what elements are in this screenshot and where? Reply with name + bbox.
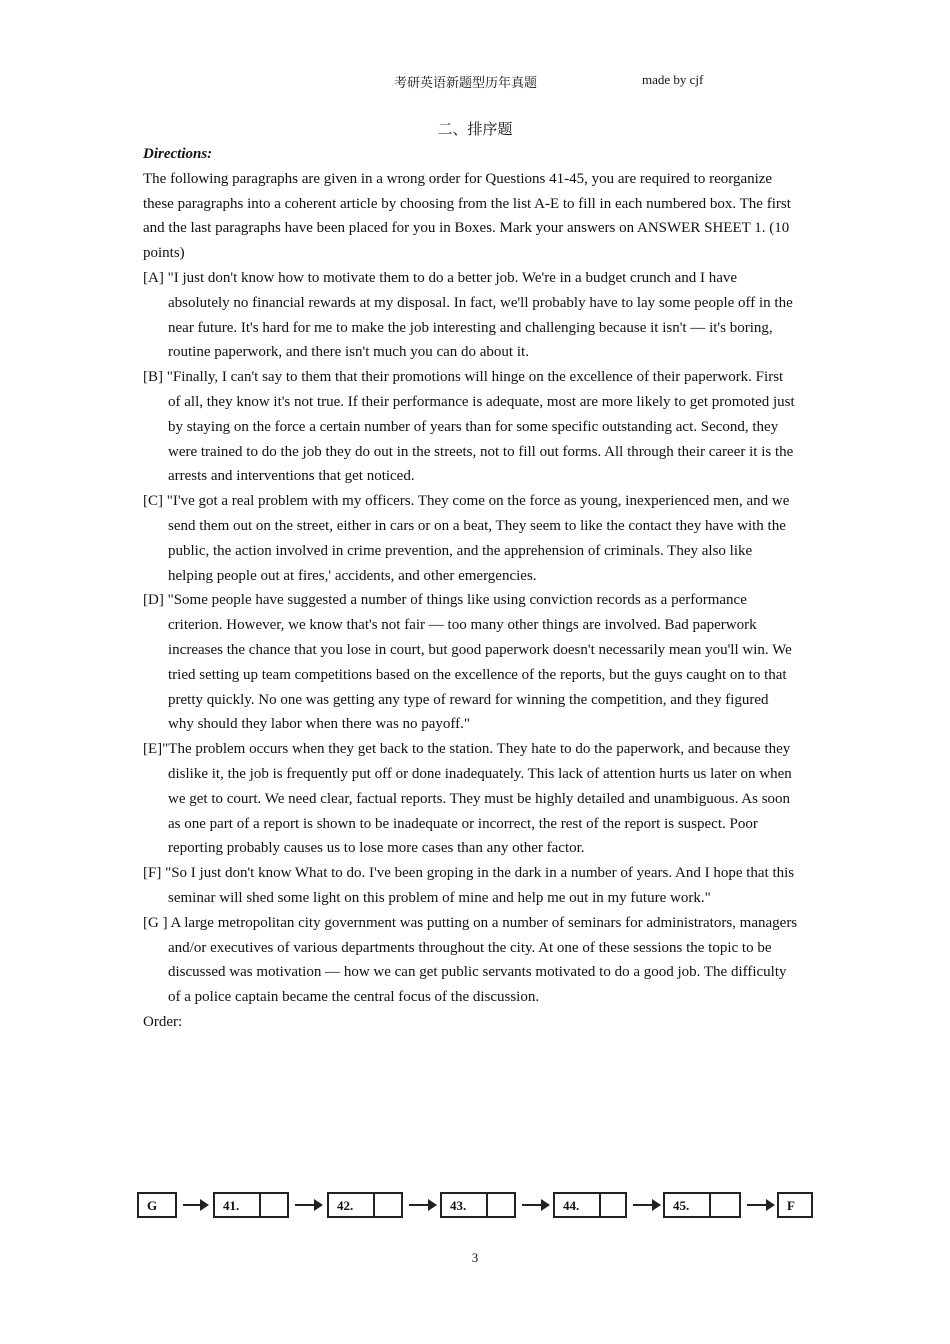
arrow-icon [295,1204,321,1206]
paragraph-g: [G ] A large metropolitan city government was putting on a number of seminars for administrators, managers and/or executives of various departments throughout the city. At one of these sessions the topic to be discussed was motivation — how we can get public servants motivated to do a good job. The difficulty of a police captain became the central focus of the discussion. [143,914,798,1006]
paragraph-c: [C] "I've got a real problem with my officers. They come on the force as young, inexperienced men, and we send them out on the street, either in cars or on a beat, They seem to like the contact they have with the public, the action involved in crime prevention, and the apprehension of criminals. They also like helping people out at fires,' accidents, and other emergencies. [143,493,790,584]
document-body [143,142,798,1035]
order-box-44-label: 44. [555,1194,601,1216]
header-title: 考研英语新题型历年真题 [394,75,538,90]
page-number: 3 [471,1250,479,1265]
order-box-43-answer[interactable] [488,1194,514,1216]
paragraph-a: [A] "I just don't know how to motivate them to do a better job. We're in a budget crunch and I have absolutely no financial rewards at my disposal. In fact, we'll probably have to lay some people off in the near future. It's hard for me to make the job interesting and challenging because it isn't — it's boring, routine paperwork, and there isn't much you can do about it. [143,269,793,361]
header-author: made by cjf [642,72,704,87]
order-box-44-answer[interactable] [601,1194,625,1216]
arrow-icon [633,1204,659,1206]
arrow-icon [183,1204,207,1206]
section-title: 二、排序题 [437,122,513,138]
order-box-last-label: F [787,1198,795,1213]
order-box-41-label: 41. [215,1194,261,1216]
directions-text: The following paragraphs are given in a wrong order for Questions 41-45, you are required to reorganize these paragraphs into a coherent article by choosing from the list A-E to fill in each numbered box. The first and the last paragraphs have been placed for you in Boxes. Mark your answers on ANSWER SHEET 1. (10 points) [143,170,791,262]
arrow-icon [522,1204,548,1206]
order-box-43-label: 43. [442,1194,488,1216]
order-box-first-label: G [147,1198,158,1213]
directions-label: Directions: [143,146,213,162]
paragraph-e: [E]"The problem occurs when they get back to the station. They hate to do the paperwork, and because they dislike it, the job is frequently put off or done inadequately. This lack of attention hurts us later on when we get to court. We need clear, factual reports. They must be highly detailed and unambiguous. As soon as one part of a report is shown to be inadequate or incorrect, the rest of the report is suspect. Poor reporting probably causes us to lose more cases than any other factor. [143,741,792,857]
order-box-45-answer[interactable] [711,1194,739,1216]
arrow-icon [747,1204,773,1206]
order-box-42-answer[interactable] [375,1194,401,1216]
order-box-42[interactable] [327,1192,403,1218]
order-box-first [137,1192,177,1218]
order-box-44[interactable] [553,1192,627,1218]
arrow-icon [409,1204,435,1206]
order-label: Order: [143,1013,183,1030]
order-box-41[interactable] [213,1192,289,1218]
order-box-last [777,1192,813,1218]
paragraph-d: [D] "Some people have suggested a number of things like using conviction records as a performance criterion. However, we know that's not fair — too many other things are involved. Bad paperwork increases the chance that you lose in court, but good paperwork doesn't necessarily mean you'll win. We tried setting up team competitions based on the excellence of the reports, but the guys caught on to that pretty quickly. No one was getting any type of reward for winning the competition, and they figured why should they labor when there was no payoff." [143,592,792,733]
order-box-45[interactable] [663,1192,741,1218]
order-box-41-answer[interactable] [261,1194,287,1216]
order-sequence [137,1192,817,1224]
paragraph-b: [B] "Finally, I can't say to them that their promotions will hinge on the excellence of their paperwork. First of all, they know it's not true. If their performance is adequate, most are more likely to get promoted just by staying on the force a certain number of years than for some specific outstanding act. Second, they were trained to do the job they do out in the streets, not to fill out forms. All through their career it is the arrests and interventions that get noticed. [143,369,795,485]
paragraph-f: [F] "So I just don't know What to do. I've been groping in the dark in a number of years. And I hope that this seminar will shed some light on this problem of mine and help me out in my future work." [143,865,795,906]
order-box-43[interactable] [440,1192,516,1218]
order-box-45-label: 45. [665,1194,711,1216]
order-box-42-label: 42. [329,1194,375,1216]
